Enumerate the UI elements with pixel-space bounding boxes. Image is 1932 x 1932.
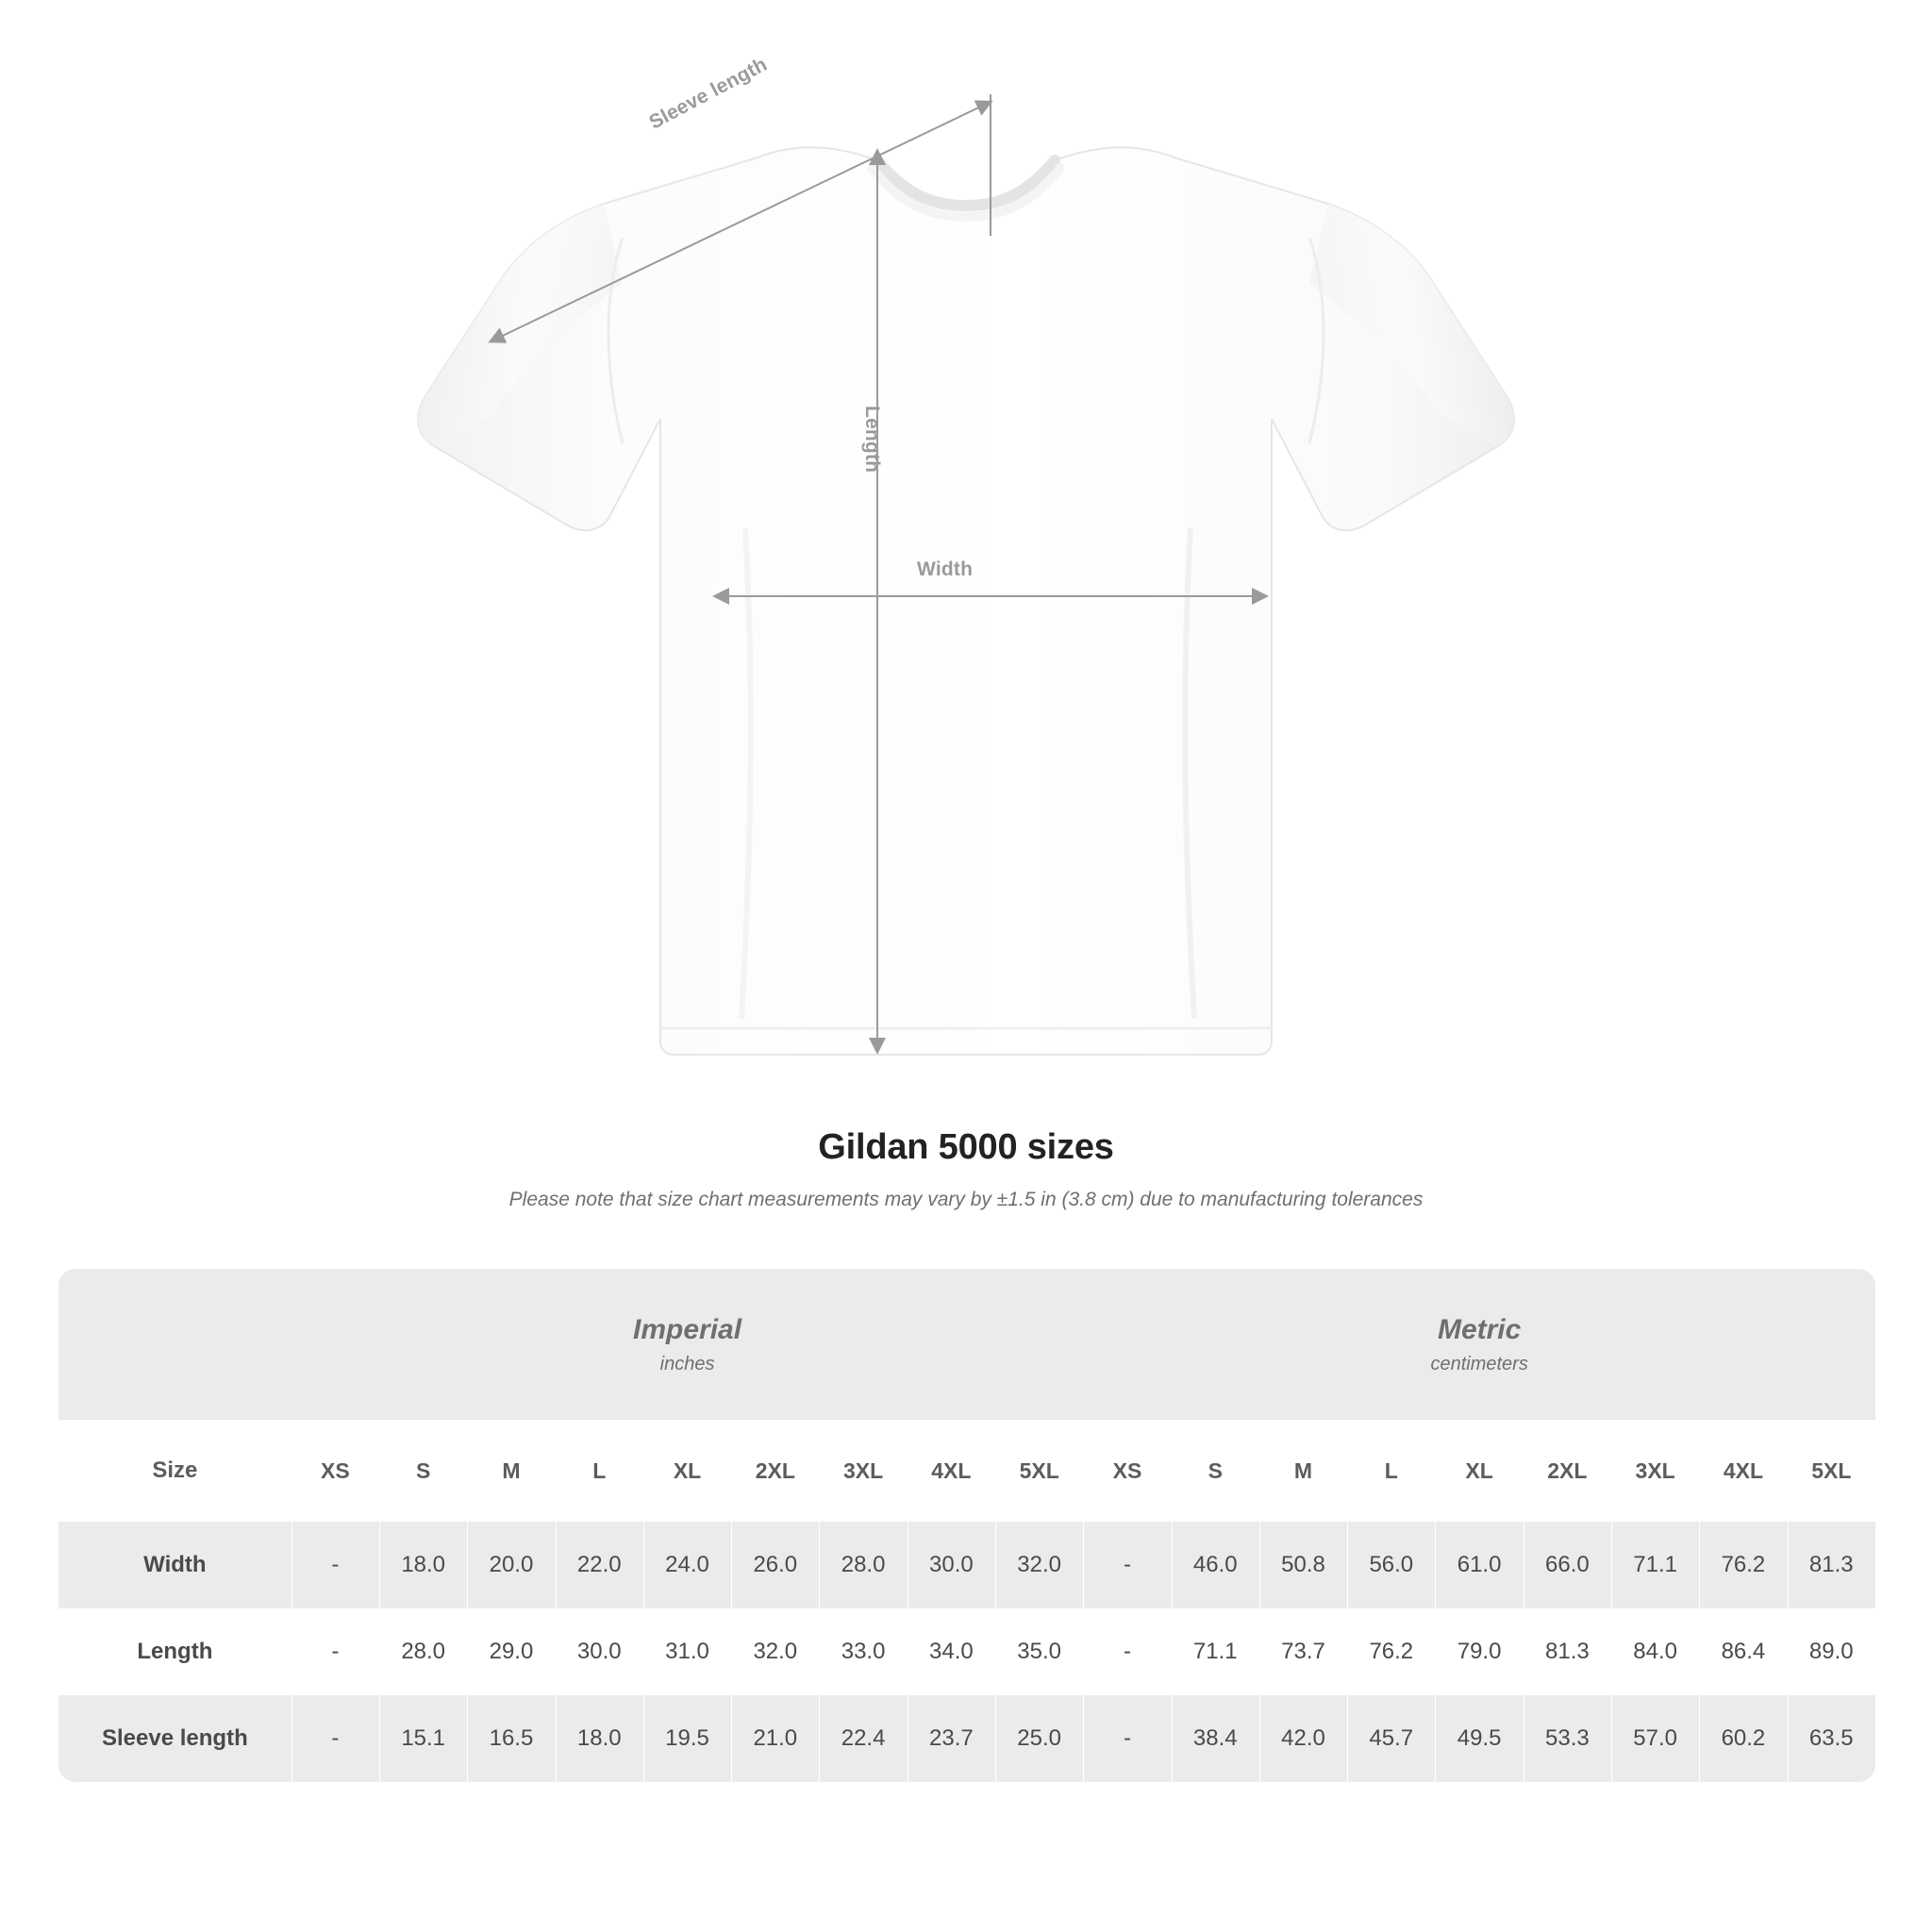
size-header-cell: S <box>379 1420 467 1522</box>
table-cell: 76.2 <box>1699 1522 1787 1608</box>
table-cell: 45.7 <box>1347 1695 1435 1782</box>
table-cell: 84.0 <box>1633 1639 1677 1664</box>
size-header-label: Size <box>58 1420 291 1522</box>
table-cell: 21.0 <box>731 1695 819 1782</box>
table-cell: 28.0 <box>819 1522 907 1608</box>
table-cell: 28.0 <box>401 1639 446 1664</box>
table-cell: 81.3 <box>1788 1522 1875 1608</box>
table-cell: 22.4 <box>819 1695 907 1782</box>
size-header-cell: XS <box>1083 1420 1171 1522</box>
table-cell: 79.0 <box>1457 1639 1502 1664</box>
table-row <box>58 1695 1875 1782</box>
table-cell: 76.2 <box>1369 1639 1414 1664</box>
row-label: Length <box>137 1639 213 1664</box>
size-header-cell: S <box>1172 1420 1259 1522</box>
unit-system-name: Imperial <box>633 1313 742 1345</box>
size-header-cell: XL <box>1435 1420 1523 1522</box>
sleeve-length-label: Sleeve length <box>645 53 771 134</box>
table-cell: 66.0 <box>1524 1522 1611 1608</box>
table-cell: 86.4 <box>1721 1639 1766 1664</box>
table-cell: 89.0 <box>1808 1639 1854 1664</box>
table-cell: 23.7 <box>908 1695 995 1782</box>
table-cell: 25.0 <box>995 1695 1083 1782</box>
size-header-cell: 4XL <box>1699 1420 1787 1522</box>
size-header-cell: 2XL <box>1524 1420 1611 1522</box>
unit-system-name: Metric <box>1437 1313 1522 1345</box>
table-cell: 31.0 <box>665 1639 709 1664</box>
unit-group-imperial <box>291 1269 1084 1420</box>
table-cell: 30.0 <box>576 1639 622 1664</box>
table-cell: 61.0 <box>1435 1522 1523 1608</box>
size-table-wrapper <box>58 1269 1875 1782</box>
unit-system-row <box>58 1269 1875 1420</box>
size-header-cell: 2XL <box>731 1420 819 1522</box>
size-header-cell: 3XL <box>819 1420 907 1522</box>
table-cell: 16.5 <box>467 1695 555 1782</box>
table-cell: 18.0 <box>379 1522 467 1608</box>
table-cell: 33.0 <box>841 1639 886 1664</box>
table-cell: 63.5 <box>1788 1695 1875 1782</box>
table-cell: 53.3 <box>1524 1695 1611 1782</box>
size-table <box>58 1269 1875 1782</box>
table-cell: 32.0 <box>753 1639 798 1664</box>
table-cell: 73.7 <box>1281 1639 1325 1664</box>
unit-group-metric <box>1083 1269 1875 1420</box>
table-cell: 60.2 <box>1699 1695 1787 1782</box>
row-label: Width <box>58 1522 291 1608</box>
unit-row-spacer <box>58 1269 291 1420</box>
table-cell: - <box>1083 1522 1171 1608</box>
width-label: Width <box>917 558 974 580</box>
size-header-cell: L <box>1347 1420 1435 1522</box>
table-cell: - <box>331 1639 340 1664</box>
table-cell: 19.5 <box>643 1695 731 1782</box>
table-cell: - <box>291 1695 379 1782</box>
table-cell: 49.5 <box>1435 1695 1523 1782</box>
table-cell: 34.0 <box>929 1639 974 1664</box>
table-cell: 15.1 <box>379 1695 467 1782</box>
size-header-cell: 5XL <box>1788 1420 1875 1522</box>
table-cell: 57.0 <box>1611 1695 1699 1782</box>
table-cell: 38.4 <box>1172 1695 1259 1782</box>
table-cell: 56.0 <box>1347 1522 1435 1608</box>
title-block <box>0 1127 1932 1211</box>
size-header-cell: XS <box>291 1420 379 1522</box>
size-header-cell: XL <box>643 1420 731 1522</box>
table-cell: - <box>1083 1695 1171 1782</box>
size-header-cell: 3XL <box>1611 1420 1699 1522</box>
table-cell: 81.3 <box>1545 1639 1590 1664</box>
table-cell: - <box>291 1522 379 1608</box>
tolerance-note: Please note that size chart measurements may vary by ±1.5 in (3.8 cm) due to manufacturing tolerances <box>508 1189 1424 1210</box>
table-cell: 35.0 <box>1017 1639 1062 1664</box>
size-header-cell: M <box>467 1420 555 1522</box>
table-cell: 24.0 <box>643 1522 731 1608</box>
length-label: Length <box>861 406 883 474</box>
size-header-cell: 4XL <box>908 1420 995 1522</box>
table-row <box>58 1522 1875 1608</box>
table-cell: 71.1 <box>1611 1522 1699 1608</box>
table-cell: 71.1 <box>1192 1639 1238 1664</box>
table-cell: 18.0 <box>556 1695 643 1782</box>
page-title: Gildan 5000 sizes <box>818 1127 1114 1167</box>
tshirt-shape <box>418 147 1514 1055</box>
table-cell: 30.0 <box>908 1522 995 1608</box>
table-cell: 42.0 <box>1259 1695 1347 1782</box>
size-header-cell: M <box>1259 1420 1347 1522</box>
size-header-cell: L <box>556 1420 643 1522</box>
table-cell: 32.0 <box>995 1522 1083 1608</box>
table-cell: 20.0 <box>467 1522 555 1608</box>
size-header-row <box>58 1420 1875 1522</box>
table-row <box>58 1608 1875 1695</box>
table-cell: 22.0 <box>556 1522 643 1608</box>
unit-name: inches <box>659 1353 715 1374</box>
table-cell: 29.0 <box>489 1639 534 1664</box>
table-cell: - <box>1123 1639 1131 1664</box>
table-cell: 50.8 <box>1259 1522 1347 1608</box>
unit-name: centimeters <box>1430 1353 1528 1374</box>
table-cell: 46.0 <box>1172 1522 1259 1608</box>
size-header-cell: 5XL <box>995 1420 1083 1522</box>
row-label: Sleeve length <box>58 1695 291 1782</box>
table-cell: 26.0 <box>731 1522 819 1608</box>
